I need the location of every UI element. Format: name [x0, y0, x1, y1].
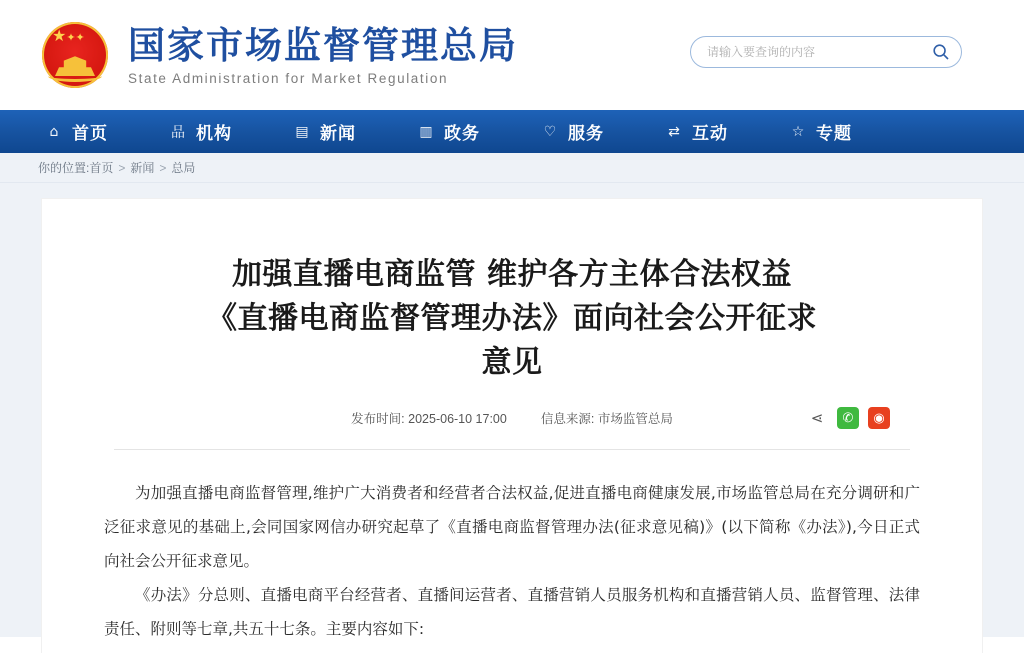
nav-label: 新闻 [320, 124, 356, 144]
article-body [104, 476, 920, 646]
news-icon: ▤ [295, 123, 310, 140]
interaction-arrows-icon: ⇄ [668, 123, 681, 140]
search-box[interactable] [690, 36, 962, 68]
share-group [806, 407, 890, 429]
service-heart-icon: ♡ [543, 123, 558, 140]
breadcrumb-separator: > [118, 160, 126, 175]
page-title [104, 199, 920, 385]
share-generic-icon[interactable]: ⋖ [810, 410, 824, 427]
site-title-cn: 国家市场监督管理总局 [128, 24, 518, 67]
page-title-line-3: 意见 [481, 345, 543, 380]
nav-item-news[interactable] [294, 119, 356, 144]
nav-label: 互动 [692, 124, 728, 144]
article-paragraph: 《办法》分总则、直播电商平台经营者、直播间运营者、直播营销人员服务机构和直播营销人员、监督管理、法律责任、附则等七章,共五十七条。主要内容如下: [104, 586, 920, 638]
nav-item-home[interactable] [46, 119, 108, 144]
home-icon: ⌂ [49, 123, 60, 140]
nav-item-interaction[interactable] [666, 119, 728, 144]
meta-divider [114, 449, 910, 450]
nav-item-special-topic[interactable] [790, 119, 852, 144]
search-input[interactable] [705, 44, 931, 60]
page-stage [0, 183, 1024, 637]
government-affairs-icon: ▥ [419, 123, 434, 140]
share-wechat-icon[interactable]: ✆ [837, 407, 859, 429]
national-emblem-icon [42, 22, 108, 88]
page-title-line-2: 《直播电商监督管理办法》面向社会公开征求 [207, 301, 817, 336]
page-title-line-1: 加强直播电商监管 维护各方主体合法权益 [232, 257, 792, 292]
nav-item-government-affairs[interactable] [418, 119, 480, 144]
site-title-en: State Administration for Market Regulation [128, 71, 449, 86]
emblem-wheat [48, 70, 102, 82]
nav-label: 专题 [816, 124, 852, 144]
article-meta [104, 409, 920, 427]
breadcrumb-separator: > [159, 160, 167, 175]
search-icon[interactable] [931, 42, 951, 62]
emblem-stars: ★✦✦ [52, 28, 85, 45]
share-weibo-icon[interactable]: ◉ [868, 407, 890, 429]
publish-time-value: 2025-06-10 17:00 [408, 412, 507, 426]
breadcrumb-item-home[interactable]: 首页 [89, 161, 114, 175]
nav-label: 服务 [568, 124, 604, 144]
breadcrumb [0, 153, 1024, 183]
source-label: 信息来源: [540, 412, 595, 426]
publish-time-label: 发布时间: [351, 412, 405, 426]
breadcrumb-prefix: 你的位置: [38, 161, 90, 175]
source-value: 市场监管总局 [597, 412, 673, 426]
main-navigation [0, 110, 1024, 153]
site-header [0, 0, 1024, 110]
organization-icon: 品 [171, 124, 186, 141]
article-card [42, 199, 982, 653]
nav-label: 首页 [72, 124, 108, 144]
breadcrumb-item-current[interactable]: 总局 [171, 161, 196, 175]
publish-time [351, 409, 507, 427]
article-paragraph: 为加强直播电商监督管理,维护广大消费者和经营者合法权益,促进直播电商健康发展,市场监管总局在充分调研和广泛征求意见的基础上,会同国家网信办研究起草了《直播电商监督管理办法(征求意见稿)》(以下简称《办法》),今日正式向社会公开征求意见。 [104, 484, 920, 570]
nav-label: 政务 [444, 124, 480, 144]
nav-item-organization[interactable] [170, 119, 232, 144]
site-title-block [128, 24, 518, 86]
breadcrumb-item-news[interactable]: 新闻 [130, 161, 155, 175]
special-topic-icon: ☆ [791, 123, 806, 140]
source [541, 409, 673, 427]
nav-label: 机构 [196, 124, 232, 144]
nav-item-service[interactable] [542, 119, 604, 144]
